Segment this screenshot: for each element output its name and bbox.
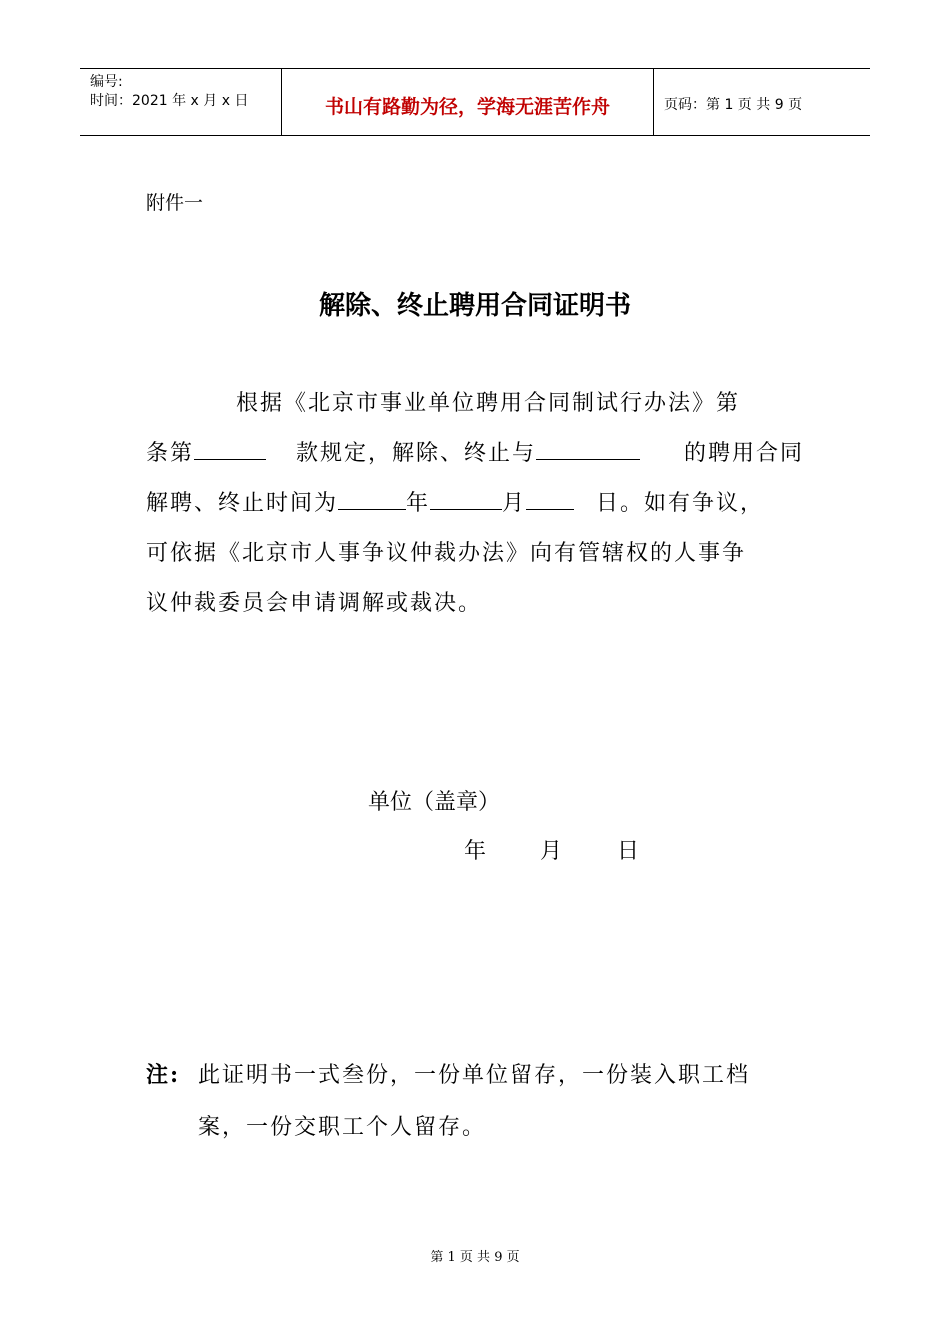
month-blank xyxy=(430,487,502,510)
header-meta xyxy=(80,69,282,135)
day-blank xyxy=(526,487,574,510)
page-footer: 第 1 页 共 9 页 xyxy=(430,1250,520,1265)
unit-seal-label: 单位（盖章） xyxy=(368,790,501,815)
body-line-1: 根据《北京市事业单位聘用合同制试行办法》第 xyxy=(236,391,741,416)
body-line-2 xyxy=(146,436,804,467)
article-blank xyxy=(194,437,266,460)
attachment-label: 附件一 xyxy=(146,192,204,214)
body-line-2-part-c: 的聘用合同 xyxy=(684,441,805,466)
signature-year: 年 xyxy=(464,839,487,864)
header-number-label: 编号: xyxy=(90,74,123,90)
body-line-3-part-d: 日。如有争议， xyxy=(596,491,765,516)
document-title: 解除、终止聘用合同证明书 xyxy=(318,291,631,321)
body-line-3-part-a: 解聘、终止时间为 xyxy=(146,491,339,516)
note-line-2: 案，一份交职工个人留存。 xyxy=(198,1115,487,1140)
body-line-5: 议仲裁委员会申请调解或裁决。 xyxy=(146,591,483,616)
header-page-label: 页码：第 1 页 共 9 页 xyxy=(664,97,803,113)
signature-month: 月 xyxy=(540,839,563,864)
body-line-4: 可依据《北京市人事争议仲裁办法》向有管辖权的人事争 xyxy=(146,541,747,566)
note-line-1: 此证明书一式叁份，一份单位留存，一份装入职工档 xyxy=(198,1063,751,1088)
body-line-3-year: 年 xyxy=(406,491,431,516)
document-header xyxy=(80,68,870,136)
year-blank xyxy=(338,487,406,510)
header-slogan: 书山有路勤为径，学海无涯苦作舟 xyxy=(282,69,654,135)
note-label: 注: xyxy=(146,1062,181,1088)
body-line-3 xyxy=(146,486,764,517)
body-line-3-month: 月 xyxy=(502,491,527,516)
signature-day: 日 xyxy=(617,839,640,864)
body-line-2-part-b: 款规定，解除、终止与 xyxy=(296,441,537,466)
header-time-label: 时间：2021 年 x 月 x 日 xyxy=(90,93,249,109)
body-line-2-part-a: 条第 xyxy=(146,441,195,466)
employee-name-blank xyxy=(536,437,640,460)
